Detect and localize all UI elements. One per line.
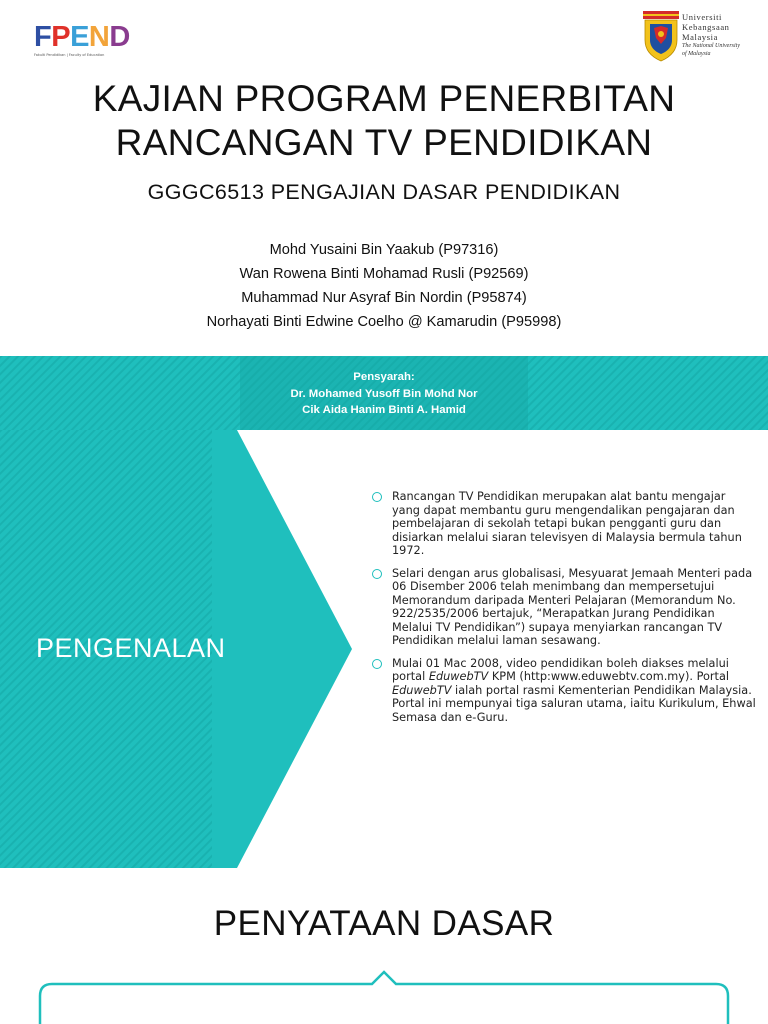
intro-slide <box>0 430 768 868</box>
lecturer-label: Pensyarah: <box>353 371 415 383</box>
bullet-circle-icon <box>372 659 382 669</box>
author-item: Mohd Yusaini Bin Yaakub (P97316) <box>269 242 499 258</box>
ukm-logo <box>640 10 760 68</box>
author-list <box>0 238 768 334</box>
presentation-title: KAJIAN PROGRAM PENERBITAN RANCANGAN TV PENDIDIKAN <box>92 78 676 163</box>
policy-slide <box>0 868 768 1024</box>
ukm-wordmark: Universiti Kebangsaan Malaysia The National University of Malaysia <box>682 12 740 57</box>
fpend-tagline: Fakulti Pendidikan | Faculty of Education <box>34 53 105 57</box>
bullet-circle-icon <box>372 569 382 579</box>
section-title: PENGENALAN <box>36 633 226 663</box>
bullet-text: Mulai 01 Mac 2008, video pendidikan boleh diakses melalui portal EduwebTV KPM (http:www.eduwebtv.com.my). Portal EduwebTV ialah portal rasmi Kementerian Pendidikan Malaysia. Portal ini mempunyai tiga saluran utama, iaitu Kurikulum, Ehwal Semasa dan e-Guru. <box>392 656 756 724</box>
list-item <box>372 657 756 725</box>
fpend-wordmark: FPEND <box>34 21 130 53</box>
list-item <box>372 567 756 648</box>
bullet-circle-icon <box>372 492 382 502</box>
intro-bullet-list <box>372 490 756 733</box>
bullet-text: Selari dengan arus globalisasi, Mesyuarat Jemaah Menteri pada 06 Disember 2006 telah menimbang dan mempersetujui Memorandum daripada Menteri Pelajaran (Memorandum No. 922/2535/2006 bertajuk, “Merapatkan Jurang Pendidikan Melalui TV Pendidikan”) supaya menyiarkan rancangan TV Pendidikan melalui laman sesawang. <box>392 566 753 647</box>
author-item: Norhayati Binti Edwine Coelho @ Kamarudin (P95998) <box>206 314 562 330</box>
cover-slide <box>0 0 768 430</box>
author-item: Muhammad Nur Asyraf Bin Nordin (P95874) <box>241 290 527 306</box>
ukm-crest-icon <box>642 10 680 62</box>
author-item: Wan Rowena Binti Mohamad Rusli (P92569) <box>239 266 529 282</box>
teal-callout-box <box>0 964 768 1024</box>
lecturer-block <box>240 369 528 419</box>
policy-heading: PENYATAAN DASAR <box>213 904 555 943</box>
lecturer-name: Cik Aida Hanim Binti A. Hamid <box>302 404 466 416</box>
bullet-text: Rancangan TV Pendidikan merupakan alat bantu mengajar yang dapat membantu guru mengendalikan pengajaran dan pembelajaran di sekolah tetapi bukan pengganti guru dan disiarkan melalui siaran televisyen di Malaysia bermula tahun 1972. <box>392 490 742 557</box>
course-subtitle: GGGC6513 PENGAJIAN DASAR PENDIDIKAN <box>147 180 621 204</box>
lecturer-name: Dr. Mohamed Yusoff Bin Mohd Nor <box>290 387 478 400</box>
list-item <box>372 490 756 558</box>
fpend-logo <box>34 22 144 62</box>
